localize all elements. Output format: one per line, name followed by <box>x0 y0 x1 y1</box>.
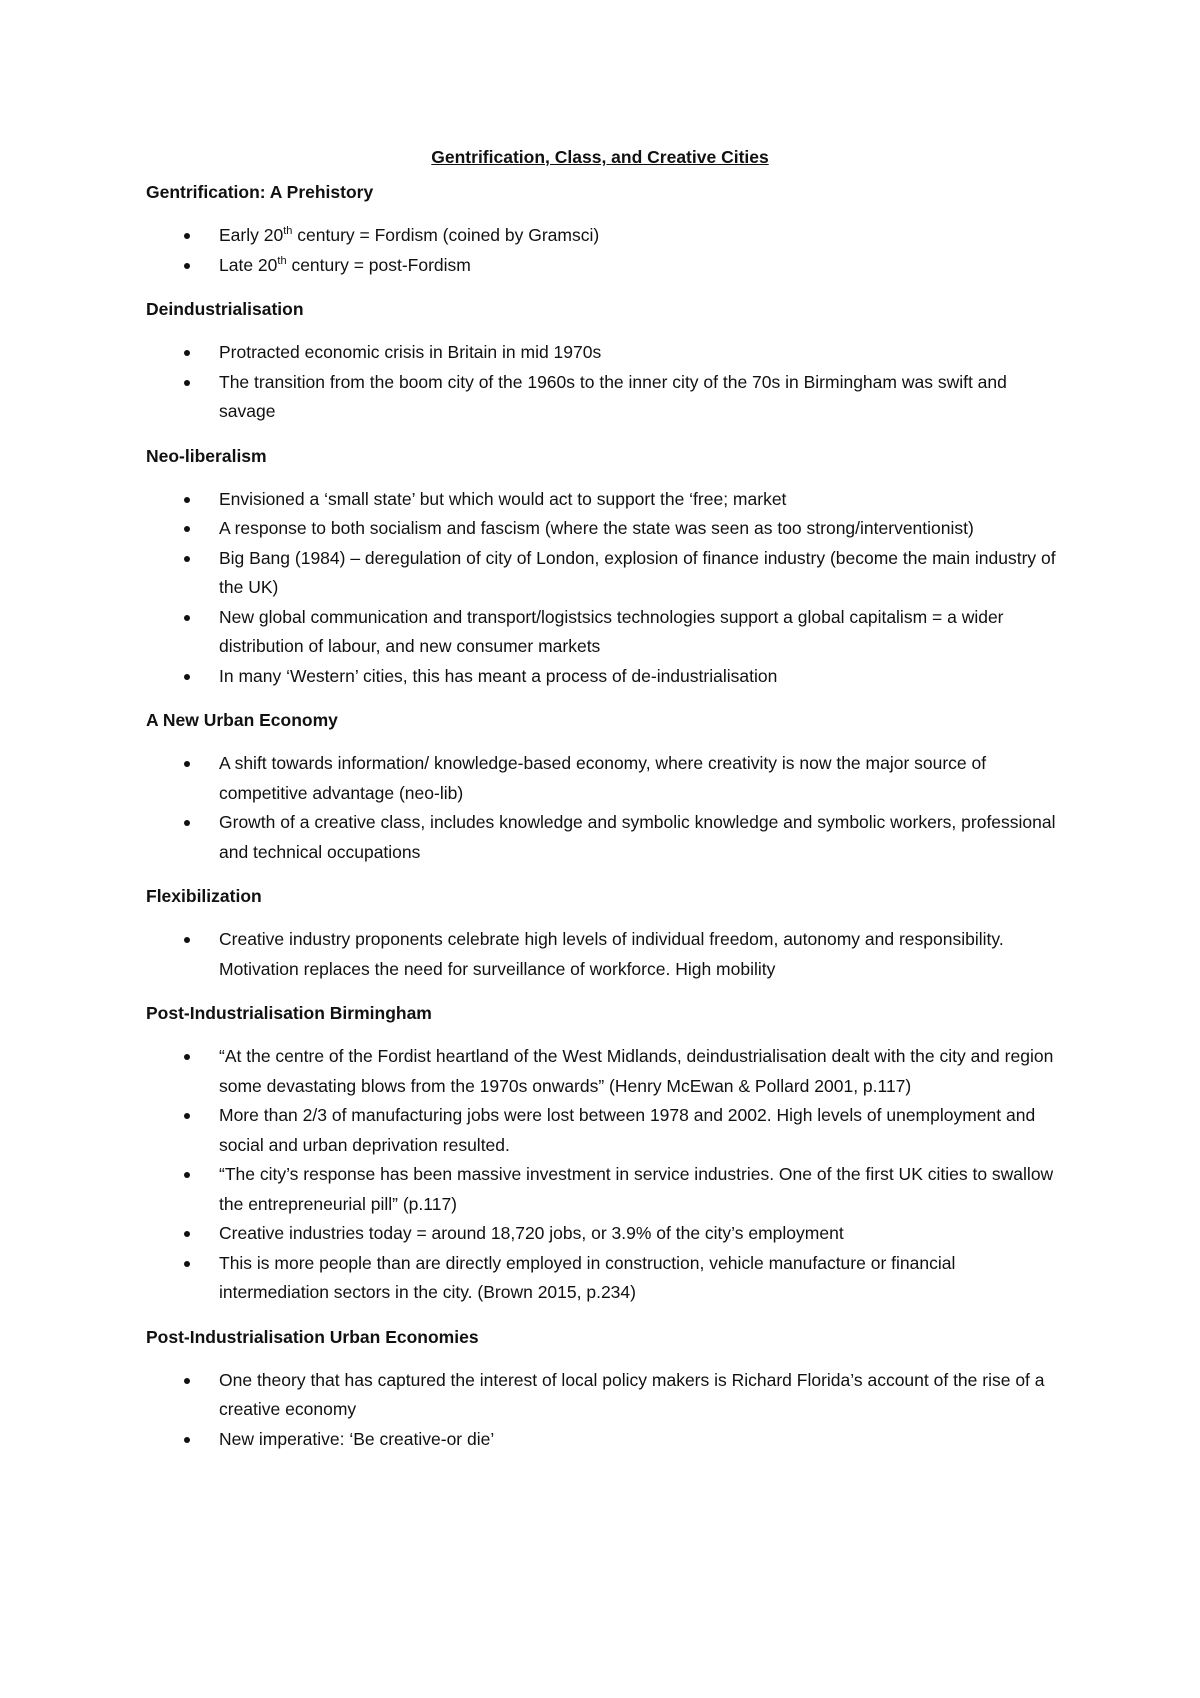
section-heading: Post-Industrialisation Urban Economies <box>146 1326 479 1347</box>
list-item <box>146 1160 1066 1219</box>
list-item <box>146 485 1066 515</box>
list-item-text: Creative industry proponents celebrate high levels of individual freedom, autonomy and responsibility. Motivation replaces the need for surveillance of workforce. High mobility <box>219 929 1004 979</box>
list-item <box>146 662 1066 692</box>
bullet-icon <box>184 1437 190 1443</box>
list-item-text: Late 20 <box>219 254 278 275</box>
bullet-icon <box>184 497 190 503</box>
section-heading: Neo-liberalism <box>146 445 267 466</box>
bullet-icon <box>184 674 190 680</box>
list-item-text: Protracted economic crisis in Britain in mid 1970s <box>219 342 602 362</box>
bullet-icon <box>184 1231 190 1237</box>
bullet-icon <box>184 1113 190 1119</box>
bullet-icon <box>184 1378 190 1384</box>
list-item <box>146 544 1066 603</box>
list-item <box>146 749 1066 808</box>
bullet-icon <box>184 350 190 356</box>
bullet-list <box>146 221 1066 280</box>
list-item <box>146 338 1066 368</box>
list-item <box>146 1366 1066 1425</box>
section-heading: A New Urban Economy <box>146 710 338 730</box>
list-item-text: This is more people than are directly employed in construction, vehicle manufacture or financial intermediation sectors in the city. (Brown 2015, p.234) <box>219 1252 956 1302</box>
list-item-text: “At the centre of the Fordist heartland of the West Midlands, deindustrialisation dealt with the city and region some devastating blows from the 1970s onwards” (Henry McEwan & Pollard 2001, p.117) <box>219 1046 1054 1096</box>
list-item-text-cont: century = post-Fordism <box>286 254 471 275</box>
list-item-text: Growth of a creative class, includes knowledge and symbolic knowledge and symbolic workers, professional and technical occupations <box>219 812 1056 862</box>
bullet-list <box>146 338 1066 427</box>
bullet-list <box>146 1366 1066 1455</box>
list-item-text: Big Bang (1984) – deregulation of city of London, explosion of finance industry (become the main industry of the UK) <box>219 547 1056 597</box>
bullet-icon <box>184 233 190 239</box>
list-item <box>146 251 1066 281</box>
bullet-icon <box>184 263 190 269</box>
list-item-text: New global communication and transport/logistsics technologies support a global capitalism = a wider distribution of labour, and new consumer markets <box>219 606 1004 656</box>
list-item-text: A response to both socialism and fascism (where the state was seen as too strong/interventionist) <box>219 518 974 538</box>
bullet-icon <box>184 556 190 562</box>
section-heading: Post-Industrialisation Birmingham <box>146 1003 432 1023</box>
bullet-list <box>146 925 1066 984</box>
list-item <box>146 1249 1066 1308</box>
bullet-icon <box>184 1261 190 1267</box>
bullet-icon <box>184 615 190 621</box>
list-item-text-cont: century = Fordism (coined by Gramsci) <box>292 225 600 245</box>
list-item <box>146 808 1066 867</box>
superscript: th <box>283 225 293 238</box>
list-item-text: Creative industries today = around 18,720 jobs, or 3.9% of the city’s employment <box>219 1223 844 1243</box>
list-item-text: Envisioned a ‘small state’ but which would act to support the ‘free; market <box>219 488 787 509</box>
bullet-list <box>146 749 1066 867</box>
bullet-icon <box>184 526 190 532</box>
bullet-icon <box>184 1054 190 1060</box>
list-item <box>146 925 1066 984</box>
list-item <box>146 1425 1066 1455</box>
list-item <box>146 1042 1066 1101</box>
bullet-icon <box>184 1172 190 1178</box>
list-item <box>146 1101 1066 1160</box>
bullet-list <box>146 1042 1066 1308</box>
superscript: th <box>277 254 287 267</box>
document-body <box>146 180 1066 1471</box>
bullet-icon <box>184 761 190 767</box>
list-item <box>146 603 1066 662</box>
list-item-text: The transition from the boom city of the 1960s to the inner city of the 70s in Birmingham was swift and savage <box>219 371 1007 421</box>
section-heading: Deindustrialisation <box>146 299 304 319</box>
bullet-list <box>146 485 1066 692</box>
section-heading: Flexibilization <box>146 886 262 906</box>
section-heading: Gentrification: A Prehistory <box>146 182 374 202</box>
bullet-icon <box>184 820 190 826</box>
list-item-text: More than 2/3 of manufacturing jobs were lost between 1978 and 2002. High levels of unemployment and social and urban deprivation resulted. <box>219 1105 1036 1155</box>
list-item <box>146 221 1066 251</box>
list-item <box>146 514 1066 544</box>
list-item-text: One theory that has captured the interest of local policy makers is Richard Florida’s account of the rise of a creative economy <box>219 1369 1045 1419</box>
list-item <box>146 1219 1066 1249</box>
document-title: Gentrification, Class, and Creative Cities <box>431 147 769 167</box>
list-item-text: “The city’s response has been massive investment in service industries. One of the first UK cities to swallow the entrepreneurial pill” (p.117) <box>219 1164 1054 1214</box>
list-item-text: A shift towards information/ knowledge-based economy, where creativity is now the major source of competitive advantage (neo-lib) <box>219 753 987 803</box>
bullet-icon <box>184 380 190 386</box>
list-item-text: Early 20 <box>219 225 284 245</box>
list-item-text: In many ‘Western’ cities, this has meant a process of de-industrialisation <box>219 665 778 686</box>
list-item-text: New imperative: ‘Be creative-or die’ <box>219 1428 495 1449</box>
bullet-icon <box>184 937 190 943</box>
list-item <box>146 368 1066 427</box>
